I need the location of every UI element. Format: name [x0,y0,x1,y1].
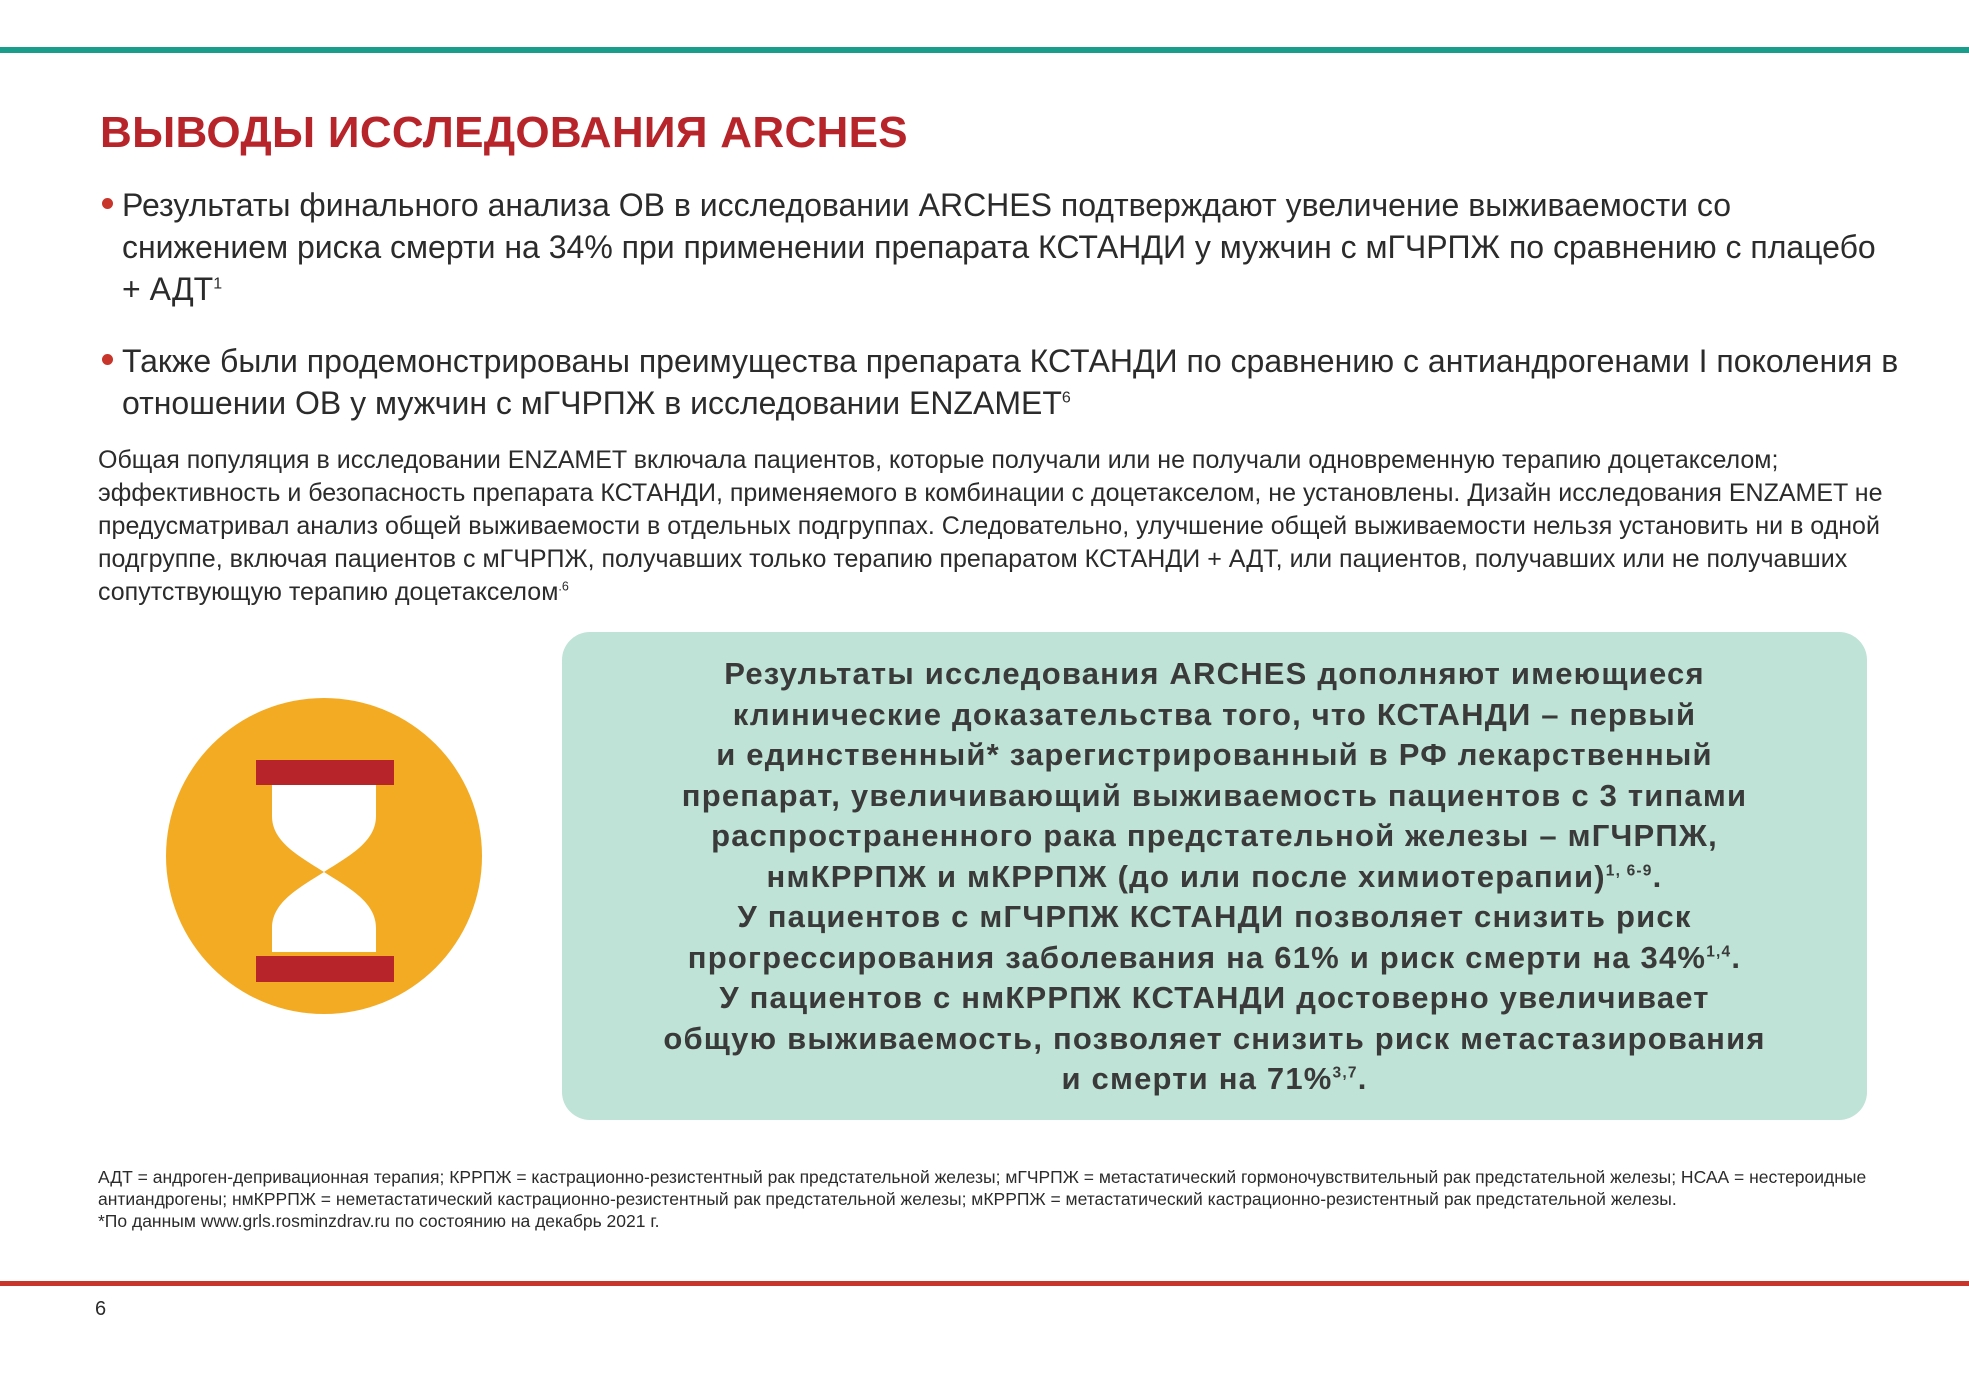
reference-mark: 3,7 [1332,1064,1358,1082]
callout-line-end: . [1731,939,1742,975]
bullet-text: Результаты финального анализа ОВ в исследовании ARCHES подтверждают увеличение выживаемости со снижением риска смерти на 34% при применении препарата КСТАНДИ у мужчин с мГЧРПЖ по сравнению с плацебо + АДТ [122,187,1876,307]
top-divider [0,47,1969,53]
hourglass-icon [166,698,482,1014]
key-findings-callout [562,632,1867,1120]
abbreviations-footnote: АДТ = андроген-депривационная терапия; КРРПЖ = кастрационно-резистентный рак предстательной железы; мГЧРПЖ = метастатический гормоночувствительный рак предстательной железы; НСАА = нестероидные антиандрогены; нмКРРПЖ = неметастатический кастрационно-резистентный рак предстательной железы; мКРРПЖ = метастатический кастрационно-резистентный рак предстательной железы. [98,1167,1867,1209]
callout-line: У пациентов с мГЧРПЖ КСТАНДИ позволяет снизить риск [737,899,1692,934]
callout-line-text: и смерти на 71% [1061,1061,1333,1096]
callout-line: общую выживаемость, позволяет снизить риск метастазирования [663,1020,1766,1056]
enzamet-note [98,444,1918,609]
callout-line: Результаты исследования ARCHES дополняют имеющиеся [724,656,1705,691]
bullet-text: Также были продемонстрированы преимущества препарата КСТАНДИ по сравнению с антиандрогенами I поколения в отношении ОВ у мужчин с мГЧРПЖ в исследовании ENZAMET [122,343,1899,421]
bottom-divider [0,1281,1969,1286]
reference-mark: 1 [213,275,223,293]
reference-mark: 1, 6-9 [1605,862,1653,880]
callout-line: препарат, увеличивающий выживаемость пациентов с 3 типами [681,777,1748,813]
callout-line [612,1059,1817,1100]
bullet-list [100,184,1900,454]
callout-line: и единственный* зарегистрированный в РФ лекарственный [716,737,1713,772]
reference-mark: 6 [1061,389,1071,407]
callout-line [612,857,1817,898]
footnotes [98,1166,1938,1232]
bullet-dot-icon [102,198,113,209]
callout-line-text: нмКРРПЖ и мКРРПЖ (до или после химиотерапии) [766,858,1606,894]
bullet-item-1 [100,184,1900,310]
reference-mark: .6 [558,579,569,594]
bullet-dot-icon [102,354,113,365]
callout-line-text: прогрессирования заболевания на 61% и риск смерти на 34% [687,939,1707,975]
callout-text [612,654,1817,1100]
callout-line [612,938,1817,979]
callout-line: У пациентов с нмКРРПЖ КСТАНДИ достоверно увеличивает [719,980,1710,1015]
callout-line-end: . [1357,1061,1368,1096]
reference-mark: 1,4 [1706,943,1732,961]
note-text: Общая популяция в исследовании ENZAMET включала пациентов, которые получали или не получали одновременную терапию доцетакселом; эффективность и безопасность препарата КСТАНДИ, применяемого в комбинации с доцетакселом, не установлены. Дизайн исследования ENZAMET не предусматривал анализ общей выживаемости в отдельных подгруппах. Следовательно, улучшение общей выживаемости нельзя установить ни в одной подгруппе, включая пациентов с мГЧРПЖ, получавших только терапию препаратом КСТАНДИ + АДТ, или пациентов, получавших или не получавших сопутствующую терапию доцетакселом [98,446,1883,606]
page-title: ВЫВОДЫ ИССЛЕДОВАНИЯ ARCHES [100,108,908,157]
callout-line-end: . [1652,858,1663,894]
asterisk-footnote: *По данным www.grls.rosminzdrav.ru по состоянию на декабрь 2021 г. [98,1211,660,1231]
page-number: 6 [95,1298,107,1320]
callout-line: распространенного рака предстательной железы – мГЧРПЖ, [711,818,1718,853]
callout-line: клинические доказательства того, что КСТАНДИ – первый [732,696,1697,732]
bullet-item-2 [100,340,1900,424]
